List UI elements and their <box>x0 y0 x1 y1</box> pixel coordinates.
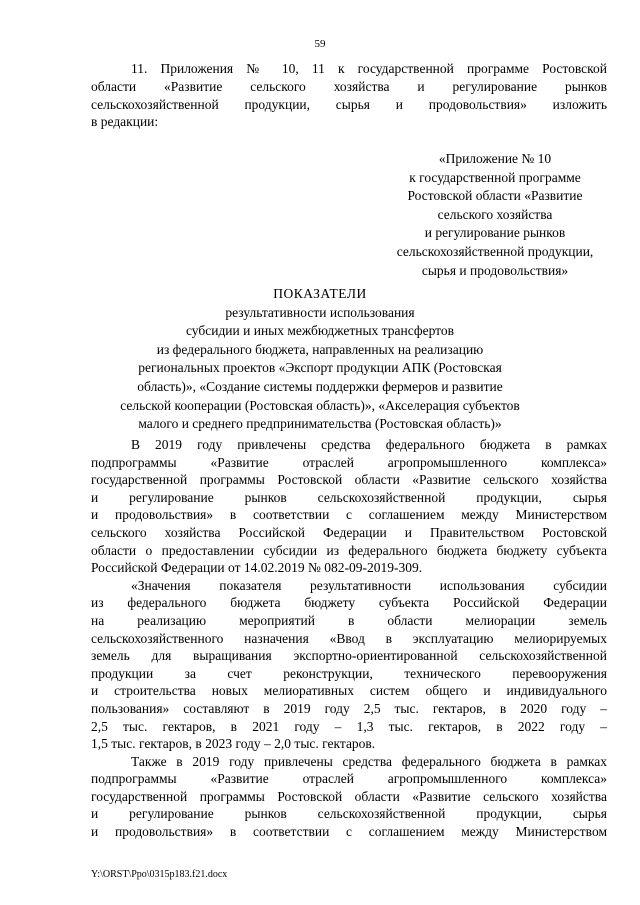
text-line: 1,5 тыс. гектаров, в 2023 году – 2,0 тыс. гектаров. <box>91 736 376 752</box>
paragraph-1 <box>91 436 607 577</box>
text-line: сельского хозяйства Российской Федерации и Правительством Ростовской <box>91 524 607 540</box>
document-title <box>0 285 640 434</box>
paragraph-2 <box>91 577 607 753</box>
text-line: «Значения показателя результативности использования субсидии <box>131 577 607 593</box>
text-line: на реализацию мероприятий в области мелиорации земель <box>91 612 607 628</box>
paragraph-3 <box>91 753 607 841</box>
text-line: и строительства новых мелиоративных систем общего и индивидуального <box>91 683 607 699</box>
text-line: и регулирование рынков сельскохозяйственной продукции, сырья <box>91 806 607 822</box>
text-line: из федерального бюджета бюджету субъекта Российской Федерации <box>91 595 607 611</box>
text-line: государственной программы Ростовской области «Развитие сельского хозяйства <box>91 472 607 488</box>
text-line: Российской Федерации от 14.02.2019 № 082-09-2019-309. <box>91 560 423 576</box>
text-line: 2,5 тыс. гектаров, в 2021 году – 1,3 тыс. гектаров, в 2022 году – <box>91 718 607 734</box>
title-line: область)», «Создание системы поддержки фермеров и развитие <box>137 378 503 394</box>
title-line: региональных проектов «Экспорт продукции АПК (Ростовская <box>138 360 502 376</box>
title-line: результативности использования <box>225 304 415 320</box>
appendix-line: к государственной программе <box>409 169 581 185</box>
text-line: сельскохозяйственного назначения «Ввод в эксплуатацию мелиорируемых <box>91 630 607 646</box>
text-line: области «Развитие сельского хозяйства и регулирование рынков <box>91 78 607 94</box>
title-line: субсидии и иных межбюджетных трансфертов <box>185 323 455 339</box>
text-line: подпрограммы «Развитие отраслей агропромышленного комплекса» <box>91 454 607 470</box>
text-line: сельскохозяйственной продукции, сырья и продовольствия» изложить <box>91 96 607 112</box>
text-line: государственной программы Ростовской области «Развитие сельского хозяйства <box>91 788 607 804</box>
text-line: и регулирование рынков сельскохозяйственной продукции, сырья <box>91 489 607 505</box>
file-path-footer: Y:\ORST\Ppo\0315p183.f21.docx <box>91 869 228 880</box>
title-heading: ПОКАЗАТЕЛИ <box>273 286 367 301</box>
text-line: и продовольствия» в соответствии с соглашением между Министерством <box>91 507 607 523</box>
appendix-line: и регулирование рынков <box>424 225 566 241</box>
text-line: пользования» составляют в 2019 году 2,5 тыс. гектаров, в 2020 году – <box>91 700 607 716</box>
appendix-line: сырья и продовольствия» <box>421 262 569 278</box>
text-line: В 2019 году привлечены средства федерального бюджета в рамках <box>131 437 607 452</box>
page-number: 59 <box>314 38 326 50</box>
text-line: Также в 2019 году привлечены средства федерального бюджета в рамках <box>131 753 607 769</box>
intro-paragraph <box>91 60 607 131</box>
text-line: подпрограммы «Развитие отраслей агропромышленного комплекса» <box>91 771 607 787</box>
text-line: земель для выращивания экспортно-ориентированной сельскохозяйственной <box>91 648 607 664</box>
appendix-line: сельского хозяйства <box>437 206 553 222</box>
title-line: из федерального бюджета, направленных на реализацию <box>156 341 484 357</box>
document-body <box>91 436 607 841</box>
title-line: сельской кооперации (Ростовская область)», «Акселерация субъектов <box>120 397 520 413</box>
appendix-header <box>360 150 630 280</box>
text-line: 11. Приложения № 10, 11 к государственной программе Ростовской <box>131 61 607 76</box>
appendix-line: Ростовской области «Развитие <box>407 188 583 204</box>
text-line: и продовольствия» в соответствии с соглашением между Министерством <box>91 824 607 840</box>
appendix-line: сельскохозяйственной продукции, <box>396 243 594 259</box>
appendix-line: «Приложение № 10 <box>438 151 552 166</box>
text-line: продукции за счет реконструкции, технического перевооружения <box>91 665 607 681</box>
title-line: малого и среднего предпринимательства (Ростовская область)» <box>138 416 502 432</box>
text-line: области о предоставлении субсидии из федерального бюджета бюджету субъекта <box>91 542 607 558</box>
text-line: в редакции: <box>91 114 159 130</box>
